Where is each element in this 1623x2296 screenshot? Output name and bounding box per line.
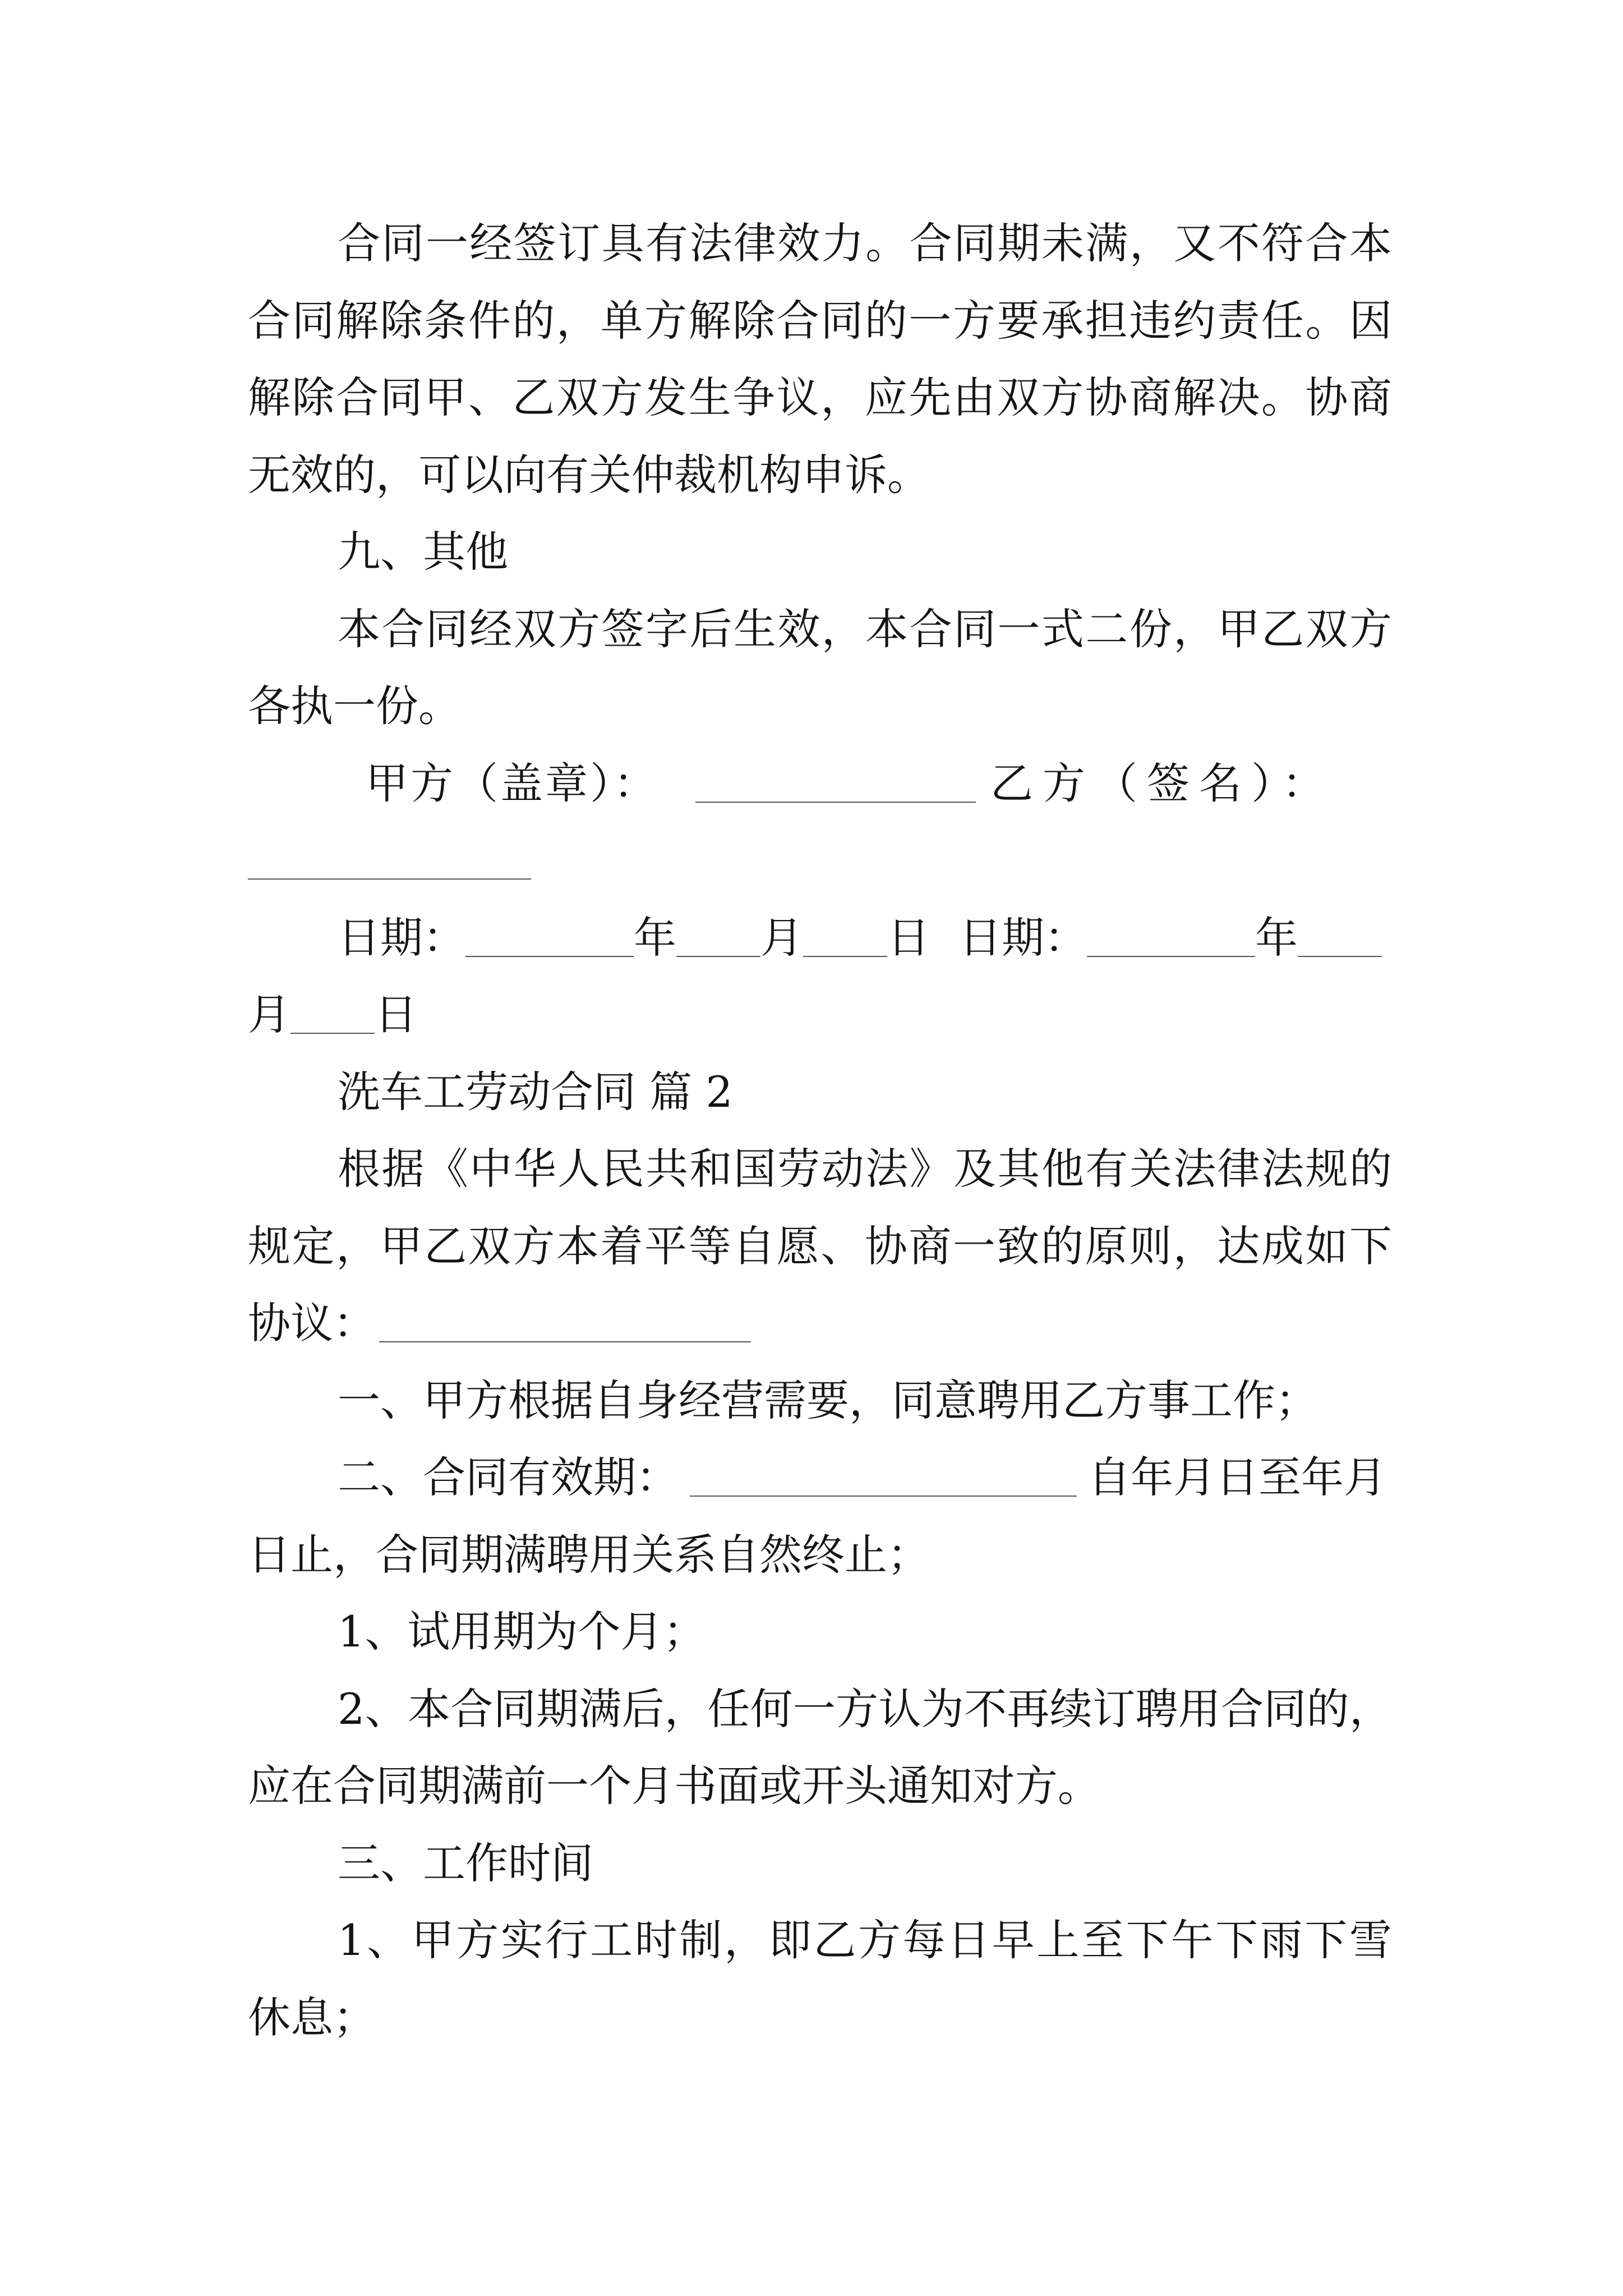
clause-2-item-1: 1、试用期为个月； — [338, 1607, 706, 1657]
party-a-day-label: 日 — [887, 912, 930, 963]
agreement-label: 协议： — [248, 1298, 376, 1348]
other-clause-line: 各执一份。 — [248, 681, 461, 731]
preamble-line: 规定，甲乙双方本着平等自愿、协商一致的原则，达成如下 — [248, 1221, 1392, 1271]
clause-3-item-1-line: 休息； — [248, 1992, 376, 2042]
section-heading-working-hours: 三、工作时间 — [338, 1838, 593, 1888]
party-a-seal-blank — [695, 802, 976, 803]
clause-2-item-2-line: 2、本合同期满后，任何一方认为不再续订聘用合同的， — [338, 1683, 1392, 1734]
party-a-day-blank — [803, 956, 887, 957]
party-b-signature-label: 乙方（签名）： — [990, 758, 1334, 808]
clause-2-item-2-line: 应在合同期满前一个月书面或开头通知对方。 — [248, 1761, 1100, 1811]
party-a-month-blank — [676, 956, 760, 957]
date-continuation-line — [248, 976, 1392, 1053]
clause-2-label: 二、合同有效期： — [338, 1452, 679, 1502]
contract-period-blank — [690, 1496, 1077, 1497]
termination-clause-line: 无效的，可以向有关仲裁机构申诉。 — [248, 449, 930, 500]
party-b-day-blank — [291, 1033, 375, 1034]
party-b-date-label: 日期： — [959, 912, 1087, 963]
clause-3-item-1-line: 1、甲方实行工时制，即乙方每日早上至下午下雨下雪 — [338, 1915, 1392, 1965]
preamble-line: 根据《中华人民共和国劳动法》及其他有关法律法规的 — [338, 1144, 1392, 1194]
clause-2-continuation: 日止，合同期满聘用关系自然终止； — [248, 1529, 930, 1580]
clause-1: 一、甲方根据自身经营需要，同意聘用乙方事工作； — [338, 1375, 1318, 1425]
party-a-year-label: 年 — [634, 912, 676, 963]
party-a-date-label: 日期： — [338, 912, 465, 963]
clause-2-line — [248, 1439, 1392, 1516]
party-a-month-label: 月 — [760, 912, 803, 963]
termination-clause-line: 解除合同甲、乙双方发生争议，应先由双方协商解决。协商 — [248, 372, 1392, 422]
party-b-day-label: 日 — [375, 990, 417, 1039]
termination-clause-line: 合同一经签订具有法律效力。合同期未满，又不符合本 — [338, 218, 1392, 268]
party-a-year-blank — [465, 956, 634, 957]
agreement-blank — [379, 1341, 751, 1342]
signature-line — [248, 745, 1392, 822]
other-clause-line: 本合同经双方签字后生效，本合同一式二份，甲乙双方 — [338, 604, 1392, 654]
date-line — [248, 899, 1392, 977]
clause-2-period-text: 自年月日至年月 — [1088, 1452, 1386, 1502]
agreement-line — [248, 1285, 1392, 1362]
signature-continuation-line — [248, 822, 1392, 899]
termination-clause-line: 合同解除条件的，单方解除合同的一方要承担违约责任。因 — [248, 295, 1392, 346]
contract-title: 洗车工劳动合同 篇 2 — [338, 1066, 733, 1117]
party-b-month-label: 月 — [248, 990, 291, 1039]
party-b-year-blank — [1087, 956, 1255, 957]
party-a-seal-label: 甲方（盖章）： — [366, 758, 658, 808]
party-b-month-blank — [1298, 956, 1382, 957]
document-body — [248, 205, 1392, 2056]
party-b-signature-blank — [248, 878, 531, 880]
section-heading-other: 九、其他 — [338, 527, 508, 577]
party-b-year-label: 年 — [1255, 912, 1298, 963]
